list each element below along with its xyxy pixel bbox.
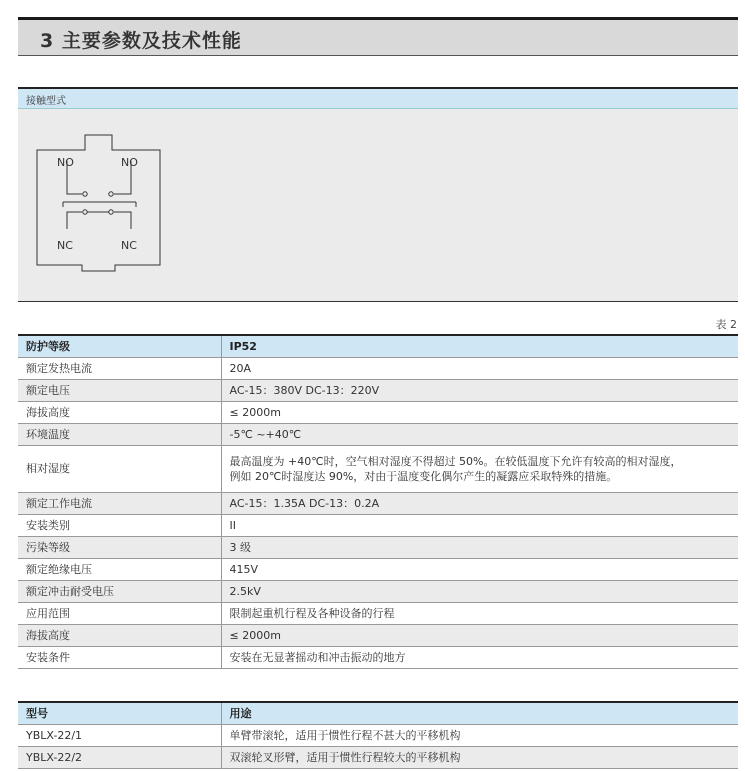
param-value: AC-15：380V DC-13：220V bbox=[221, 379, 738, 401]
section-title-bar bbox=[18, 17, 738, 56]
label-nc-left: NC bbox=[57, 239, 73, 252]
param-name: 海拔高度 bbox=[18, 401, 221, 423]
label-no-right: NO bbox=[121, 156, 138, 169]
spec-table bbox=[18, 334, 738, 669]
param-value: -5℃ ~+40℃ bbox=[221, 423, 738, 445]
param-value: 3 级 bbox=[221, 536, 738, 558]
model-name: YBLX-22/1 bbox=[18, 724, 221, 746]
table-row bbox=[18, 357, 738, 379]
param-value: AC-15：1.35A DC-13：0.2A bbox=[221, 492, 738, 514]
param-value bbox=[221, 445, 738, 492]
param-name: 额定电压 bbox=[18, 379, 221, 401]
table-row bbox=[18, 724, 738, 746]
param-name: 环境温度 bbox=[18, 423, 221, 445]
model-table-header bbox=[18, 702, 738, 724]
label-no-left: NO bbox=[57, 156, 74, 169]
param-value: 20A bbox=[221, 357, 738, 379]
switch-body-outline bbox=[37, 135, 160, 271]
nc-terminal-right bbox=[109, 210, 113, 214]
label-nc-right: NC bbox=[121, 239, 137, 252]
param-value: ≤ 2000m bbox=[221, 401, 738, 423]
table-row bbox=[18, 580, 738, 602]
param-value: 安装在无显著摇动和冲击振动的地方 bbox=[221, 646, 738, 668]
nc-wire-right bbox=[114, 212, 131, 229]
contact-type-label: 接触型式 bbox=[26, 96, 66, 107]
param-value: 2.5kV bbox=[221, 580, 738, 602]
table-row bbox=[18, 746, 738, 768]
param-value: ≤ 2000m bbox=[221, 624, 738, 646]
table-number: 表 2 bbox=[715, 318, 737, 331]
param-name: 安装条件 bbox=[18, 646, 221, 668]
spec-table-header bbox=[18, 335, 738, 357]
contact-type-header bbox=[18, 87, 738, 109]
param-name: 额定发热电流 bbox=[18, 357, 221, 379]
header-cell: IP52 bbox=[221, 335, 738, 357]
table-row bbox=[18, 492, 738, 514]
param-value-line: 例如 20℃时湿度达 90%，对由于温度变化偶尔产生的凝露应采取特殊的措施。 bbox=[229, 469, 618, 483]
param-value: 限制起重机行程及各种设备的行程 bbox=[221, 602, 738, 624]
table-row bbox=[18, 514, 738, 536]
table-row bbox=[18, 602, 738, 624]
contact-diagram bbox=[18, 134, 168, 274]
model-table bbox=[18, 701, 738, 769]
header-cell: 防护等级 bbox=[18, 335, 221, 357]
section-title: 3 主要参数及技术性能 bbox=[40, 30, 242, 52]
param-value: 415V bbox=[221, 558, 738, 580]
param-name: 安装类别 bbox=[18, 514, 221, 536]
param-name: 相对湿度 bbox=[18, 445, 221, 492]
table-row bbox=[18, 624, 738, 646]
param-name: 污染等级 bbox=[18, 536, 221, 558]
param-name: 额定工作电流 bbox=[18, 492, 221, 514]
param-value-line: 最高温度为 +40℃时，空气相对湿度不得超过 50%。在较低温度下允许有较高的相对湿度， bbox=[229, 454, 682, 468]
param-name: 额定冲击耐受电压 bbox=[18, 580, 221, 602]
table-row bbox=[18, 558, 738, 580]
header-cell: 型号 bbox=[18, 702, 221, 724]
header-cell: 用途 bbox=[221, 702, 738, 724]
table-row bbox=[18, 379, 738, 401]
no-terminal-left bbox=[83, 192, 87, 196]
table-row bbox=[18, 646, 738, 668]
model-usage: 双滚轮叉形臂，适用于惯性行程较大的平移机构 bbox=[221, 746, 738, 768]
table-row bbox=[18, 536, 738, 558]
param-value: II bbox=[221, 514, 738, 536]
no-terminal-right bbox=[109, 192, 113, 196]
param-name: 额定绝缘电压 bbox=[18, 558, 221, 580]
table-row bbox=[18, 401, 738, 423]
param-name: 海拔高度 bbox=[18, 624, 221, 646]
nc-wire-left bbox=[67, 212, 82, 229]
model-usage: 单臂带滚轮，适用于惯性行程不甚大的平移机构 bbox=[221, 724, 738, 746]
param-name: 应用范围 bbox=[18, 602, 221, 624]
table-row bbox=[18, 423, 738, 445]
table-row bbox=[18, 445, 738, 492]
nc-terminal-left bbox=[83, 210, 87, 214]
model-name: YBLX-22/2 bbox=[18, 746, 221, 768]
